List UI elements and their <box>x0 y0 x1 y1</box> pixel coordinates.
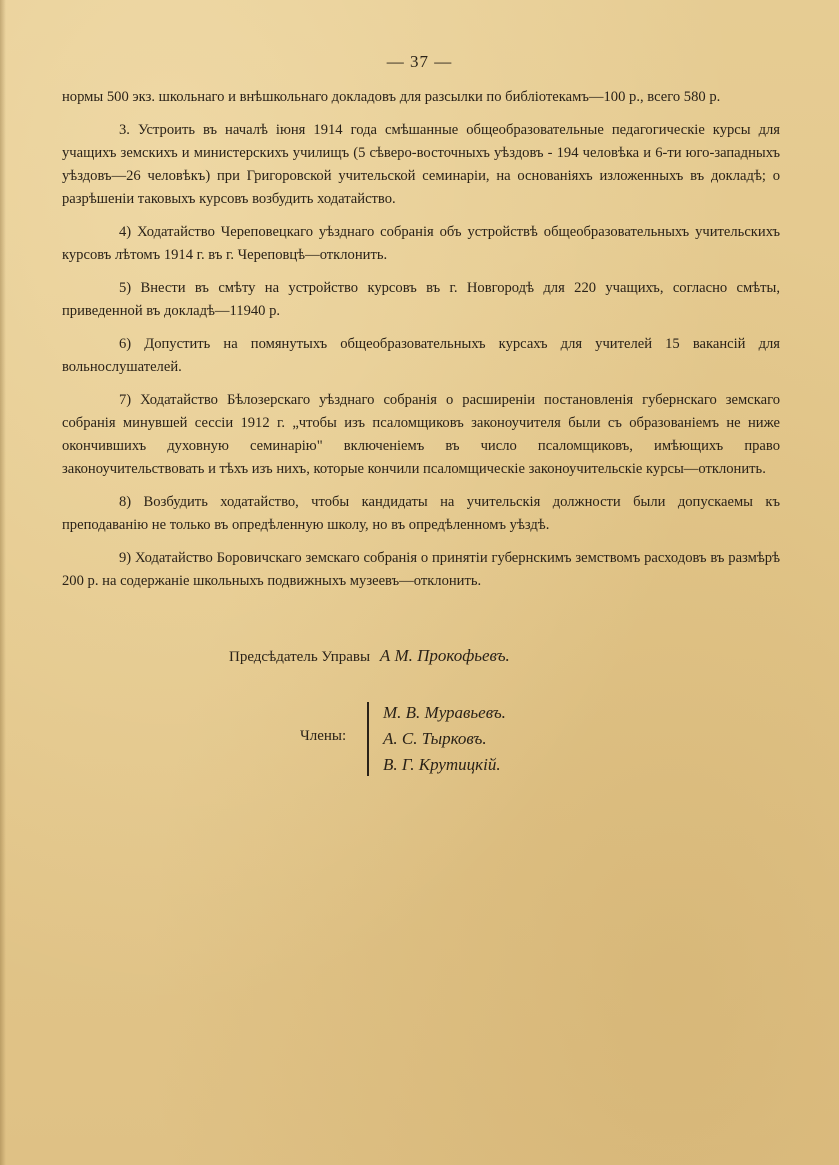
members-list <box>383 700 506 778</box>
members-label: Члены: <box>300 728 347 744</box>
members-brace <box>367 702 369 776</box>
paragraph-item-5: 5) Внести въ смѣту на устройство курсовъ въ г. Новгородѣ для 220 учащихъ, согласно смѣты, приведенной въ докладѣ—11940 р. <box>62 280 780 319</box>
page-number: — 37 — <box>386 52 453 71</box>
paragraph-continuation: нормы 500 экз. школьнаго и внѣшкольнаго докладовъ для разсылки по библіотекамъ—100 р., всего 580 р. <box>62 89 721 105</box>
chairman-name: А М. Прокофьевъ. <box>379 646 510 665</box>
paragraph-item-4: 4) Ходатайство Череповецкаго уѣзднаго собранія объ устройствѣ общеобразовательныхъ учительскихъ курсовъ лѣтомъ 1914 г. въ г. Череповцѣ—отклонить. <box>62 224 780 263</box>
member-name: В. Г. Крутицкій. <box>383 755 501 774</box>
page-edge-shadow <box>0 0 6 1165</box>
member-name: А. С. Тырковъ. <box>383 729 487 748</box>
paragraph-item-8: 8) Возбудить ходатайство, чтобы кандидаты на учительскія должности были допускаемы къ преподаванію не только въ опредѣленную школу, но въ опредѣленномъ уѣздѣ. <box>62 494 780 533</box>
paragraph-item-9: 9) Ходатайство Боровичскаго земскаго собранія о принятіи губернскимъ земствомъ расходовъ въ размѣрѣ 200 р. на содержаніе школьныхъ подвижныхъ музеевъ—отклонить. <box>62 550 780 589</box>
chairman-label: Предсѣдатель Управы <box>229 649 371 665</box>
chairman-signature-line <box>229 646 510 666</box>
paragraph-item-7: 7) Ходатайство Бѣлозерскаго уѣзднаго собранія о расширеніи постановленія губернскаго земскаго собранія минувшей сессіи 1912 г. „чтобы изъ псаломщиковъ законоучителя были съ образованіемъ не ниже окончившихъ духовную семинарію" включеніемъ въ число псаломщиковъ, имѣющихъ право законоучительствовать и тѣхъ изъ нихъ, которые кончили псаломщическіе законоучительскіе курсы—отклонить. <box>62 392 780 477</box>
body-text <box>62 86 780 603</box>
paragraph-item-3: 3. Устроить въ началѣ іюня 1914 года смѣшанные общеобразовательные педагогическіе курсы для учащихъ земскихъ и министерскихъ училищъ (5 сѣверо-восточныхъ уѣздовъ - 194 человѣка и 6-ти юго-западныхъ уѣздовъ—26 человѣкъ) при Григоровской учительской семинаріи, на основаніяхъ изложенныхъ въ докладѣ; о разрѣшеніи таковыхъ курсовъ возбудить ходатайство. <box>62 122 780 207</box>
paragraph-item-6: 6) Допустить на помянутыхъ общеобразовательныхъ курсахъ для учителей 15 вакансій для вольнослушателей. <box>62 336 780 375</box>
member-name: М. В. Муравьевъ. <box>383 703 506 722</box>
